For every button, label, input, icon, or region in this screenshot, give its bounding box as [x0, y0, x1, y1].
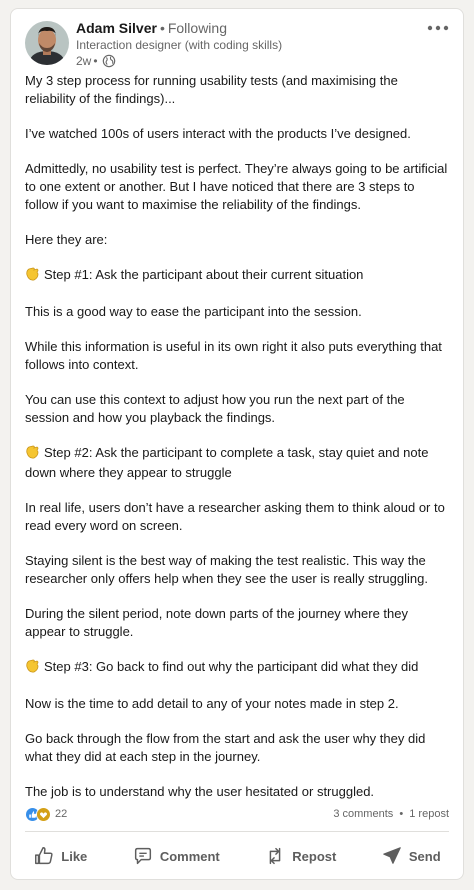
repost-arrows-icon: [264, 845, 286, 867]
social-separator: •: [399, 808, 404, 820]
send-button[interactable]: [375, 839, 447, 873]
post-meta: [76, 53, 409, 69]
name-row: [76, 19, 409, 37]
post-paragraph: Go back through the flow from the start and ask the user why they did what they did at each step in the journey.: [25, 731, 426, 764]
post-paragraph: Staying silent is the best way of making the test realistic. This way the researcher only offers help when they see the user is really struggling.: [25, 553, 428, 586]
step-heading-text: Step #3: Go back to find out why the participant did what they did: [44, 659, 419, 674]
author-headline: Interaction designer (with coding skills): [76, 38, 283, 52]
author-name[interactable]: Adam Silver: [76, 20, 157, 36]
repost-button[interactable]: [258, 839, 342, 873]
post-card: [10, 8, 464, 880]
clapping-hands-emoji: [25, 659, 40, 678]
avatar[interactable]: [25, 21, 69, 65]
follow-separator: •: [159, 20, 165, 36]
action-bar: [11, 837, 463, 875]
reaction-count: 22: [55, 808, 68, 820]
post-paragraph: I’ve watched 100s of users interact with the products I’ve designed.: [25, 126, 411, 141]
post-paragraph: The job is to understand why the user hesitated or struggled.: [25, 784, 375, 799]
divider: [25, 831, 449, 832]
reactions-summary[interactable]: [25, 806, 67, 822]
like-label: Like: [61, 848, 88, 864]
follow-status[interactable]: Following: [167, 20, 227, 36]
comment-button[interactable]: [126, 839, 226, 873]
paper-plane-icon: [381, 845, 403, 867]
thumbs-up-icon: [33, 845, 55, 867]
social-right: [333, 806, 449, 822]
clapping-hands-emoji: [25, 267, 40, 286]
post-paragraph: My 3 step process for running usability tests (and maximising the reliability of the findings)...: [25, 73, 398, 106]
post-paragraph: While this information is useful in its own right it also puts everything that follows into context.: [25, 339, 442, 372]
post-paragraph: Now is the time to add detail to any of your notes made in step 2.: [25, 696, 399, 711]
post-body: [25, 72, 451, 801]
post-paragraph: Admittedly, no usability test is perfect. They’re always going to be artificial to one extent or another. But I have noticed that there are 3 steps to follow if you want to maximise the reliability of the findings.: [25, 161, 448, 212]
send-label: Send: [408, 848, 441, 864]
repost-label: Repost: [292, 848, 337, 864]
step-heading-1: [25, 266, 451, 286]
social-counts: [25, 806, 449, 824]
comment-bubble-icon: [132, 845, 154, 867]
author-block: [76, 19, 409, 69]
support-reaction-icon: [36, 807, 51, 822]
reposts-count[interactable]: 1 repost: [409, 808, 449, 820]
comments-count[interactable]: 3 comments: [333, 808, 394, 820]
step-heading-text: Step #1: Ask the participant about their current situation: [44, 267, 364, 282]
meta-separator: •: [93, 54, 98, 68]
post-paragraph: During the silent period, note down parts of the journey where they appear to struggle.: [25, 606, 409, 639]
post-paragraph: You can use this context to adjust how you run the next part of the session and how you playback the findings.: [25, 392, 405, 425]
more-icon: [427, 18, 449, 36]
step-heading-2: [25, 444, 451, 482]
post-paragraph: This is a good way to ease the participant into the session.: [25, 304, 362, 319]
globe-icon: [102, 54, 116, 68]
more-options-button[interactable]: [425, 17, 451, 37]
step-heading-3: [25, 658, 451, 678]
post-age: 2w: [76, 54, 92, 68]
post-paragraph: In real life, users don’t have a researcher asking them to think aloud or to read every word on screen.: [25, 500, 445, 533]
like-button[interactable]: [27, 839, 93, 873]
clapping-hands-emoji: [25, 445, 40, 464]
comment-label: Comment: [159, 848, 220, 864]
post-paragraph: Here they are:: [25, 232, 108, 247]
post-header: [25, 19, 449, 75]
step-heading-text: Step #2: Ask the participant to complete a task, stay quiet and note down where they appear to struggle: [25, 445, 429, 480]
